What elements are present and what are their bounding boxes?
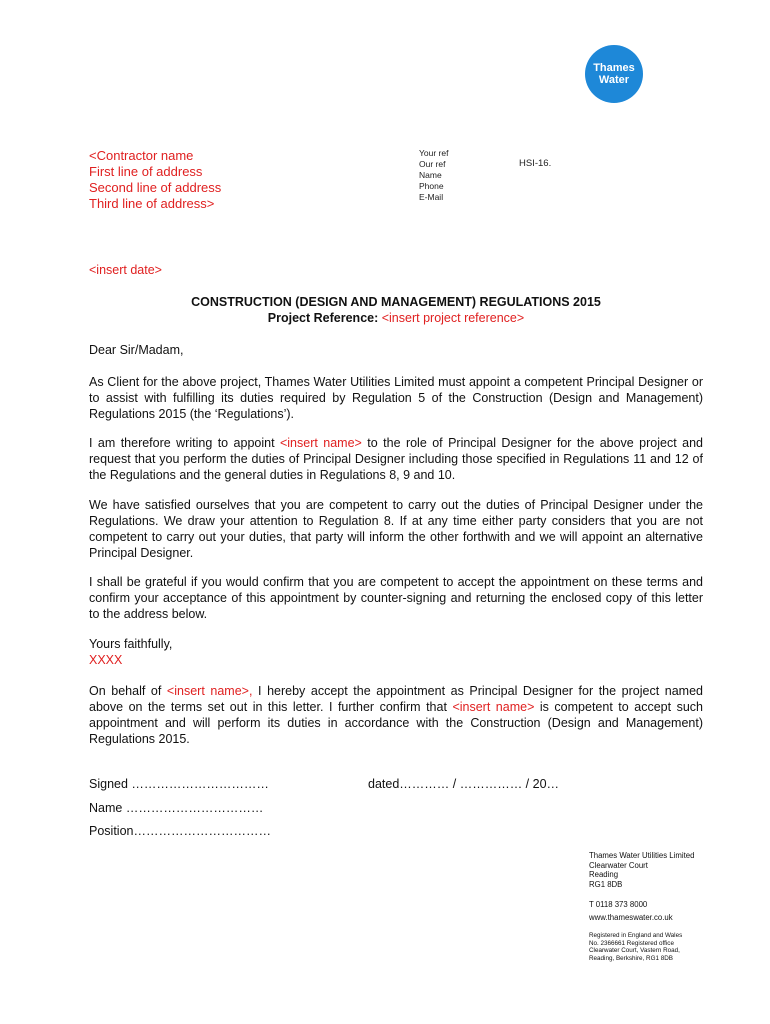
name-line: Name …………………………… bbox=[89, 801, 264, 815]
logo-line2: Water bbox=[598, 74, 630, 86]
footer-website: www.thameswater.co.uk bbox=[589, 912, 673, 922]
letter-date: <insert date> bbox=[89, 263, 162, 277]
paragraph-2-name: <insert name> bbox=[279, 436, 362, 450]
our-ref-value: HSI-16. bbox=[519, 158, 552, 169]
acceptance-pre: On behalf of bbox=[89, 684, 167, 698]
footer-addr-2: Reading bbox=[589, 870, 619, 879]
thames-water-logo bbox=[585, 45, 643, 103]
footer-reg-4: Reading, Berkshire, RG1 8DB bbox=[589, 954, 673, 962]
signed-line: Signed …………………………… bbox=[89, 777, 269, 791]
signatory: XXXX bbox=[89, 653, 123, 667]
footer-company: Thames Water Utilities Limited bbox=[589, 851, 695, 860]
footer-registration bbox=[589, 932, 682, 962]
footer-addr-1: Clearwater Court bbox=[589, 860, 648, 870]
paragraph-2 bbox=[89, 435, 703, 483]
logo-line1: Thames bbox=[593, 62, 635, 74]
acceptance-paragraph bbox=[89, 683, 703, 747]
acceptance-post: is competent to accept such appointment and will perform its duties in accordance with the Construction (Design and Management) Regulations 2015. bbox=[89, 700, 703, 746]
footer-phone: T 0118 373 8000 bbox=[589, 900, 648, 909]
phone-label: Phone bbox=[419, 181, 444, 191]
paragraph-3: We have satisfied ourselves that you are competent to carry out the duties of Principal Designer under the Regulations. We draw your attention to Regulation 8. If at any time either party considers that you are not competent to carry out your duties, that party will inform the other forthwith and we will appoint an alternative Principal Designer. bbox=[89, 498, 703, 560]
email-label: E-Mail bbox=[419, 192, 444, 202]
position-line: Position…………………………… bbox=[89, 824, 271, 838]
acceptance-mid: I hereby accept the appointment as Principal Designer for the project named above on the terms set out in this letter. I further confirm that bbox=[89, 684, 703, 714]
closing bbox=[89, 636, 703, 668]
name-label: Name bbox=[419, 170, 442, 180]
reference-block bbox=[419, 148, 448, 203]
our-ref-label: Our ref bbox=[419, 159, 446, 169]
paragraph-1: As Client for the above project, Thames Water Utilities Limited must appoint a competent Principal Designer or to assist with fulfilling its duties required by Regulation 5 of the Construction (Design and Management) Regulations 2015 (the ‘Regulations’). bbox=[89, 375, 703, 421]
project-reference-line bbox=[89, 310, 703, 326]
salutation: Dear Sir/Madam, bbox=[89, 343, 184, 357]
your-ref-label: Your ref bbox=[419, 148, 449, 158]
paragraph-2-pre: I am therefore writing to appoint bbox=[89, 436, 280, 450]
acceptance-name-2: <insert name> bbox=[452, 700, 535, 714]
recipient-address bbox=[89, 148, 221, 212]
footer-reg-2: No. 2366661 Registered office bbox=[589, 939, 674, 947]
footer-reg-3: Clearwater Court, Vastern Road, bbox=[589, 947, 680, 955]
letter-heading bbox=[89, 294, 703, 326]
contractor-name: <Contractor name bbox=[89, 148, 194, 163]
dated-line: dated………… / …………… / 20… bbox=[368, 777, 560, 791]
footer-addr-3: RG1 8DB bbox=[589, 879, 623, 889]
address-line-3: Third line of address> bbox=[89, 196, 215, 211]
footer-address bbox=[589, 851, 694, 889]
acceptance-name-1: <insert name>, bbox=[166, 684, 253, 698]
heading-title: CONSTRUCTION (DESIGN AND MANAGEMENT) REGULATIONS 2015 bbox=[191, 295, 601, 309]
project-reference-value: <insert project reference> bbox=[381, 311, 525, 325]
paragraph-4: I shall be grateful if you would confirm that you are competent to accept the appointment on these terms and confirm your acceptance of this appointment by counter-signing and returning the enclosed copy of this letter to the address below. bbox=[89, 575, 703, 621]
address-line-2: Second line of address bbox=[89, 180, 222, 195]
project-reference-label: Project Reference: bbox=[267, 311, 382, 325]
closing-text: Yours faithfully, bbox=[89, 637, 173, 651]
footer-reg-1: Registered in England and Wales bbox=[589, 932, 683, 939]
address-line-1: First line of address bbox=[89, 164, 203, 179]
paragraph-2-post: to the role of Principal Designer for the above project and request that you perform the duties of Principal Designer including those specified in Regulations 11 and 12 of the Regulations and the general duties in Regulations 8, 9 and 10. bbox=[89, 436, 703, 482]
footer-contact bbox=[589, 900, 673, 922]
